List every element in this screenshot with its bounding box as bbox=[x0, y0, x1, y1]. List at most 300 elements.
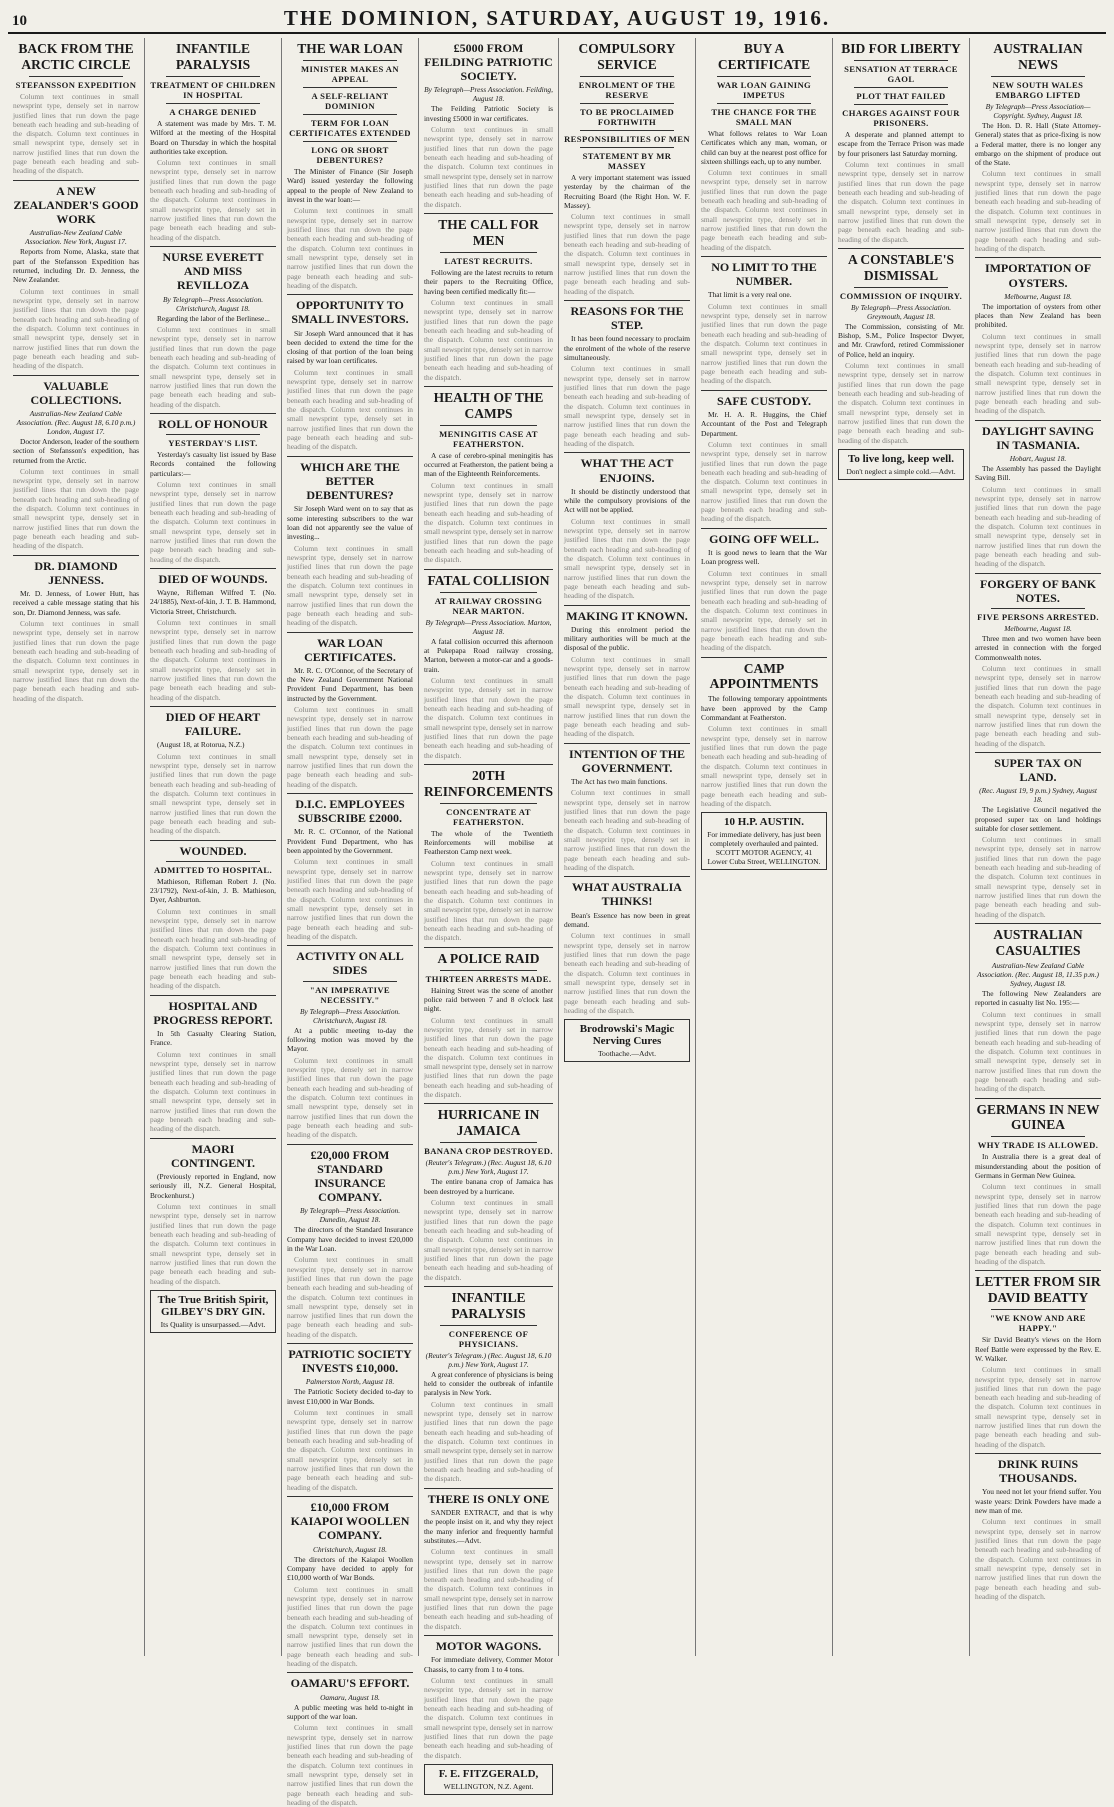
body-text-texture: Column text continues in small newsprint type, densely set in narrow justified lines that run down the page beneath each heading and sub-heading of the dispatch. Column text continues in small newsprint type, densely set in narrow justified lines that run down the page beneath each heading and sub-heading of the dispatch. bbox=[564, 788, 691, 872]
article-divider bbox=[287, 1343, 413, 1344]
article-headline: MAKING IT KNOWN. bbox=[566, 608, 688, 623]
body-text-texture: Column text continues in small newsprint type, densely set in narrow justified lines that run down the page beneath each heading and sub-heading of the dispatch. Column text continues in small newsprint type, densely set in narrow justified lines that run down the page beneath each heading and sub-heading of the dispatch. bbox=[424, 297, 554, 382]
page-number: 10 bbox=[12, 13, 27, 29]
article-headline: AUSTRALIAN CASUALTIES bbox=[993, 927, 1083, 959]
article bbox=[13, 41, 139, 176]
article bbox=[564, 300, 690, 448]
article-body: The directors of the Standard Insurance Company have decided to invest £20,000 in the War Loan. bbox=[287, 1225, 413, 1253]
body-text-texture: Column text continues in small newsprint type, densely set in narrow justified lines that run down the page beneath each heading and sub-heading of the dispatch. Column text continues in small newsprint type, densely set in narrow justified lines that run down the page beneath each heading and sub-heading of the dispatch. bbox=[13, 91, 139, 176]
masthead-title: THE DOMINION, SATURDAY, AUGUST 19, 1916. bbox=[283, 6, 831, 30]
advertisement-text: Don't neglect a simple cold.—Advt. bbox=[846, 466, 956, 476]
article-body: Mr. H. A. R. Huggins, the Chief Accountant of the Post and Telegraph Department. bbox=[701, 409, 828, 438]
body-text-texture: Column text continues in small newsprint type, densely set in narrow justified lines that run down the page beneath each heading and sub-heading of the dispatch. Column text continues in small newsprint type, densely set in narrow justified lines that run down the page beneath each heading and sub-heading of the dispatch. bbox=[424, 675, 554, 760]
article bbox=[564, 605, 690, 739]
article bbox=[975, 257, 1101, 415]
article-body: Yesterday's casualty list issued by Base Records contained the following particulars:— bbox=[150, 450, 276, 478]
article-body: It has been found necessary to proclaim the enrolment of the whole of the reserve simultaneously. bbox=[564, 334, 691, 363]
subhead-rule bbox=[303, 141, 397, 142]
article-headline: D.I.C. EMPLOYEES SUBSCRIBE £2000. bbox=[295, 797, 405, 826]
article-body: Mathieson, Rifleman Robert J. (No. 23/1792), Next-of-kin, J. B. Mathieson, Dyer, Ashburton. bbox=[150, 876, 276, 905]
article-headline: SUPER TAX ON LAND. bbox=[994, 755, 1082, 785]
article-divider bbox=[975, 1098, 1101, 1099]
article bbox=[424, 764, 553, 943]
article-dateline: By Telegraph—Press Association. Feilding, August 18. bbox=[424, 85, 553, 104]
article-body: The following New Zealanders are reported in casualty list No. 195:— bbox=[975, 988, 1102, 1008]
article-body: A statement was made by Mrs. T. M. Wilford at the meeting of the Hospital Board on Thursday in which the hospital authorities take exception. bbox=[150, 118, 276, 156]
article bbox=[287, 1672, 413, 1807]
article-divider bbox=[150, 995, 276, 996]
article-dateline: By Telegraph—Press Association. Christchurch, August 18. bbox=[162, 294, 264, 313]
article-divider bbox=[975, 752, 1101, 753]
article-body: Haining Street was the scene of another police raid between 7 and 8 o'clock last night. bbox=[424, 985, 554, 1014]
article bbox=[287, 1343, 413, 1492]
body-text-texture: Column text continues in small newsprint type, densely set in narrow justified lines that run down the page beneath each heading and sub-heading of the dispatch. Column text continues in small newsprint type, densely set in narrow justified lines that run down the page beneath each heading and sub-heading of the dispatch. bbox=[564, 931, 691, 1015]
article-headline: COMPULSORY SERVICE bbox=[578, 41, 676, 72]
article-dateline: Australian-New Zealand Cable Association. (Rec. August 18, 6.10 p.m.) London, August 17. bbox=[16, 408, 136, 436]
subhead-rule bbox=[303, 114, 397, 115]
article-body: Bean's Essence has now been in great demand. bbox=[564, 910, 691, 929]
article-headline: DR. DIAMOND JENNESS. bbox=[34, 558, 118, 587]
article bbox=[287, 632, 413, 790]
article bbox=[287, 456, 413, 628]
body-text-texture: Column text continues in small newsprint type, densely set in narrow justified lines that run down the page beneath each heading and sub-heading of the dispatch. Column text continues in small newsprint type, densely set in narrow justified lines that run down the page beneath each heading and sub-heading of the dispatch. bbox=[287, 543, 413, 628]
body-text-texture: Column text continues in small newsprint type, densely set in narrow justified lines that run down the page beneath each heading and sub-heading of the dispatch. Column text continues in small newsprint type, densely set in narrow justified lines that run down the page beneath each heading and sub-heading of the dispatch. bbox=[838, 361, 965, 445]
article-subhead: AT RAILWAY CROSSING NEAR MARTON. bbox=[434, 595, 543, 616]
article-headline: DRINK RUINS THOUSANDS. bbox=[997, 1457, 1079, 1486]
article-body: Mr. R. C. O'Connor, of the Secretary of the New Zealand Government National Provident Fund Department, has been instructed by the Government. bbox=[287, 665, 413, 703]
body-text-texture: Column text continues in small newsprint type, densely set in narrow justified lines that run down the page beneath each heading and sub-heading of the dispatch. Column text continues in small newsprint type, densely set in narrow justified lines that run down the page beneath each heading and sub-heading of the dispatch. bbox=[424, 1399, 554, 1484]
article-divider bbox=[424, 569, 553, 570]
advertisement-text: Toothache.—Advt. bbox=[597, 1049, 657, 1059]
article-body: In 5th Casualty Clearing Station, France. bbox=[150, 1029, 276, 1048]
article-divider bbox=[975, 1270, 1101, 1271]
subhead-rule bbox=[854, 104, 948, 105]
article-headline: WHAT THE ACT ENJOINS. bbox=[580, 456, 674, 485]
article-headline: £10,000 FROM KAIAPOI WOOLLEN COMPANY. bbox=[290, 1500, 410, 1543]
body-text-texture: Column text continues in small newsprint type, densely set in narrow justified lines that run down the page beneath each heading and sub-heading of the dispatch. Column text continues in small newsprint type, densely set in narrow justified lines that run down the page beneath each heading and sub-heading of the dispatch. bbox=[701, 168, 828, 252]
subhead-rule bbox=[303, 981, 397, 982]
article-headline: ROLL OF HONOUR bbox=[158, 416, 268, 431]
masthead bbox=[8, 6, 1106, 34]
article-body: The directors of the Kaiapoi Woollen Company have decided to apply for £10,000 worth of War Bonds. bbox=[287, 1554, 413, 1583]
article-headline: HEALTH OF THE CAMPS bbox=[433, 389, 544, 421]
column-container bbox=[8, 38, 1106, 1807]
subhead-rule bbox=[440, 425, 537, 426]
article-subhead: ENROLMENT OF THE RESERVE bbox=[578, 79, 676, 100]
article-subhead: TREATMENT OF CHILDREN IN HOSPITAL bbox=[150, 79, 276, 100]
advertisement bbox=[150, 1290, 276, 1333]
body-text-texture: Column text continues in small newsprint type, densely set in narrow justified lines that run down the page beneath each heading and sub-heading of the dispatch. Column text continues in small newsprint type, densely set in narrow justified lines that run down the page beneath each heading and sub-heading of the dispatch. bbox=[287, 367, 413, 452]
article-divider bbox=[975, 257, 1101, 258]
article-body: Following are the latest recruits to return their papers to the Recruiting Office, having been certified medically fit:— bbox=[424, 267, 554, 296]
article-dateline: (Reuter's Telegram.) (Rec. August 18, 6.10 p.m.) New York, August 17. bbox=[425, 1350, 552, 1369]
column-8 bbox=[970, 38, 1106, 1656]
article-body: The Hon. D. R. Hall (State Attorney-General) states that as price-fixing is now a Federal matter, there is no longer any embargo on the shipment of produce out of the State. bbox=[975, 120, 1102, 168]
body-text-texture: Column text continues in small newsprint type, densely set in narrow justified lines that run down the page beneath each heading and sub-heading of the dispatch. Column text continues in small newsprint type, densely set in narrow justified lines that run down the page beneath each heading and sub-heading of the dispatch. bbox=[975, 331, 1102, 416]
article-body: Doctor Anderson, leader of the southern section of Stefansson's expedition, has returned from the Arctic. bbox=[13, 436, 139, 465]
article-headline: VALUABLE COLLECTIONS. bbox=[30, 378, 122, 407]
advertisement-text: For immediate delivery, has just been completely overhauled and painted. SCOTT MOTOR AGENCY, 41 Lower Cuba Street, WELLINGTON. bbox=[707, 830, 821, 867]
article-body: The entire banana crop of Jamaica has been destroyed by a hurricane. bbox=[424, 1177, 554, 1196]
article-headline: DAYLIGHT SAVING IN TASMANIA. bbox=[981, 423, 1095, 452]
article-dateline: Oamaru, August 18. bbox=[320, 1692, 380, 1702]
article bbox=[424, 1103, 553, 1281]
advertisement-title: The True British Spirit, GILBEY'S DRY GIN. bbox=[157, 1293, 269, 1318]
article bbox=[424, 947, 553, 1100]
body-text-texture: Column text continues in small newsprint type, densely set in narrow justified lines that run down the page beneath each heading and sub-heading of the dispatch. Column text continues in small newsprint type, densely set in narrow justified lines that run down the page beneath each heading and sub-heading of the dispatch. bbox=[701, 439, 828, 524]
subhead-rule bbox=[166, 76, 260, 77]
article bbox=[701, 41, 827, 252]
article-dateline: Australian-New Zealand Cable Association. (Rec. August 18, 11.35 p.m.) Sydney, August 18. bbox=[977, 960, 1099, 988]
article-headline: THE CALL FOR MEN bbox=[438, 217, 539, 248]
article bbox=[150, 840, 276, 991]
article-headline: A POLICE RAID bbox=[437, 950, 540, 966]
subhead-rule bbox=[717, 76, 811, 77]
article bbox=[975, 1453, 1101, 1601]
subhead-rule bbox=[303, 60, 397, 61]
article-headline: FATAL COLLISION bbox=[427, 572, 550, 588]
article-subhead: THIRTEEN ARRESTS MADE. bbox=[425, 973, 552, 984]
article-headline: £20,000 FROM STANDARD INSURANCE COMPANY. bbox=[310, 1147, 390, 1205]
article-divider bbox=[564, 300, 690, 301]
article-divider bbox=[564, 605, 690, 606]
body-text-texture: Column text continues in small newsprint type, densely set in narrow justified lines that run down the page beneath each heading and sub-heading of the dispatch. Column text continues in small newsprint type, densely set in narrow justified lines that run down the page beneath each heading and sub-heading of the dispatch. bbox=[287, 705, 413, 789]
article-body: It is good news to learn that the War Loan progress well. bbox=[701, 547, 828, 567]
body-text-texture: Column text continues in small newsprint type, densely set in narrow justified lines that run down the page beneath each heading and sub-heading of the dispatch. Column text continues in small newsprint type, densely set in narrow justified lines that run down the page beneath each heading and sub-heading of the dispatch. bbox=[564, 364, 691, 449]
body-text-texture: Column text continues in small newsprint type, densely set in narrow justified lines that run down the page beneath each heading and sub-heading of the dispatch. Column text continues in small newsprint type, densely set in narrow justified lines that run down the page beneath each heading and sub-heading of the dispatch. bbox=[975, 835, 1102, 919]
body-text-texture: Column text continues in small newsprint type, densely set in narrow justified lines that run down the page beneath each heading and sub-heading of the dispatch. Column text continues in small newsprint type, densely set in narrow justified lines that run down the page beneath each heading and sub-heading of the dispatch. bbox=[701, 301, 828, 386]
article-divider bbox=[564, 452, 690, 453]
article-divider bbox=[287, 456, 413, 457]
article-divider bbox=[287, 294, 413, 295]
article-divider bbox=[564, 876, 690, 877]
article-dateline: Palmerston North, August 18. bbox=[305, 1377, 395, 1387]
article-headline: INFANTILE PARALYSIS bbox=[451, 1289, 526, 1321]
subhead-rule bbox=[166, 103, 260, 104]
article bbox=[701, 657, 827, 809]
body-text-texture: Column text continues in small newsprint type, densely set in narrow justified lines that run down the page beneath each heading and sub-heading of the dispatch. Column text continues in small newsprint type, densely set in narrow justified lines that run down the page beneath each heading and sub-heading of the dispatch. bbox=[150, 158, 276, 242]
subhead-rule bbox=[580, 130, 674, 131]
article-divider bbox=[701, 528, 827, 529]
article-body: A fatal collision occurred this afternoon at Pukepapa Road railway crossing, Marton, between a motor-car and a goods-train. bbox=[424, 636, 554, 674]
article bbox=[424, 1286, 553, 1484]
article-divider bbox=[701, 390, 827, 391]
body-text-texture: Column text continues in small newsprint type, densely set in narrow justified lines that run down the page beneath each heading and sub-heading of the dispatch. Column text continues in small newsprint type, densely set in narrow justified lines that run down the page beneath each heading and sub-heading of the dispatch. bbox=[975, 1365, 1102, 1449]
article-body: A case of cerebro-spinal meningitis has occurred at Featherston, the patient being a man of the Eighteenth Reinforcements. bbox=[424, 450, 554, 479]
advertisement-text: WELLINGTON, N.Z. Agent. bbox=[443, 1781, 534, 1791]
article bbox=[975, 41, 1101, 253]
article-headline: £5000 FROM FEILDING PATRIOTIC SOCIETY. bbox=[424, 41, 553, 84]
article-body: It should be distinctly understood that while the compulsory provisions of the Act will not be applied. bbox=[564, 486, 691, 515]
article bbox=[564, 452, 690, 600]
article-headline: GOING OFF WELL. bbox=[709, 531, 819, 546]
article bbox=[701, 390, 827, 524]
article-subhead: "AN IMPERATIVE NECESSITY." bbox=[309, 984, 391, 1005]
body-text-texture: Column text continues in small newsprint type, densely set in narrow justified lines that run down the page beneath each heading and sub-heading of the dispatch. Column text continues in small newsprint type, densely set in narrow justified lines that run down the page beneath each heading and sub-heading of the dispatch. bbox=[564, 654, 691, 739]
article-subhead: FIVE PERSONS ARRESTED. bbox=[977, 611, 1099, 622]
article-body: During this enrolment period the military authorities will be much at the disposal of the public. bbox=[564, 624, 691, 653]
subhead-rule bbox=[440, 970, 537, 971]
column-7 bbox=[833, 38, 970, 1656]
article-headline: WHAT AUSTRALIA THINKS! bbox=[572, 880, 682, 909]
article bbox=[287, 41, 413, 290]
advertisement bbox=[424, 1764, 553, 1795]
article bbox=[975, 573, 1101, 748]
article-subhead: LONG OR SHORT DEBENTURES? bbox=[311, 144, 389, 165]
article-divider bbox=[424, 1103, 553, 1104]
article-subhead: CHARGES AGAINST FOUR PRISONERS. bbox=[842, 107, 960, 128]
article-body: You need not let your friend suffer. You waste years: Drink Powders have made a new man of me. bbox=[975, 1487, 1102, 1516]
body-text-texture: Column text continues in small newsprint type, densely set in narrow justified lines that run down the page beneath each heading and sub-heading of the dispatch. Column text continues in small newsprint type, densely set in narrow justified lines that run down the page beneath each heading and sub-heading of the dispatch. bbox=[975, 169, 1102, 254]
body-text-texture: Column text continues in small newsprint type, densely set in narrow justified lines that run down the page beneath each heading and sub-heading of the dispatch. Column text continues in small newsprint type, densely set in narrow justified lines that run down the page beneath each heading and sub-heading of the dispatch. bbox=[287, 1055, 413, 1140]
article-body: What follows relates to War Loan Certificates which any man, woman, or child can buy at the nearest post office for sixteen shillings each, up to any number. bbox=[701, 128, 828, 166]
column-5 bbox=[559, 38, 696, 1656]
column-1 bbox=[8, 38, 145, 1656]
article-headline: INFANTILE PARALYSIS bbox=[175, 41, 251, 72]
article-body: (August 18, at Rotorua, N.Z.) bbox=[157, 740, 245, 750]
article-headline: A CONSTABLE'S DISMISSAL bbox=[848, 251, 954, 283]
advertisement-title: To live long, keep well. bbox=[848, 452, 954, 465]
article-headline: BUY A CERTIFICATE bbox=[717, 41, 811, 72]
article-divider bbox=[701, 657, 827, 658]
article bbox=[975, 1270, 1101, 1449]
article-body: SANDER EXTRACT, and that is why the people insist on it, and why they reject the many inferior and frequently harmful substitutes.—Advt. bbox=[424, 1507, 554, 1545]
body-text-texture: Column text continues in small newsprint type, densely set in narrow justified lines that run down the page beneath each heading and sub-heading of the dispatch. Column text continues in small newsprint type, densely set in narrow justified lines that run down the page beneath each heading and sub-heading of the dispatch. bbox=[424, 125, 554, 209]
body-text-texture: Column text continues in small newsprint type, densely set in narrow justified lines that run down the page beneath each heading and sub-heading of the dispatch. Column text continues in small newsprint type, densely set in narrow justified lines that run down the page beneath each heading and sub-heading of the dispatch. bbox=[424, 480, 554, 565]
article-headline: NURSE EVERETT AND MISS REVILLOZA bbox=[162, 250, 264, 293]
subhead-rule bbox=[440, 592, 537, 593]
article-body: Wayne, Rifleman Wilfred T. (No. 24/1885), Next-of-kin, J. T. B. Hammond, Victoria Street, Christchurch. bbox=[150, 588, 276, 616]
article bbox=[975, 923, 1101, 1093]
article-divider bbox=[424, 1286, 553, 1287]
advertisement bbox=[701, 812, 827, 870]
article-body: Mr. R. C. O'Connor, of the National Provident Fund Department, who has been appointed by the Government. bbox=[287, 827, 413, 856]
article-subhead: TO BE PROCLAIMED FORTHWITH bbox=[579, 106, 675, 127]
article-divider bbox=[287, 1144, 413, 1145]
article bbox=[424, 41, 553, 209]
body-text-texture: Column text continues in small newsprint type, densely set in narrow justified lines that run down the page beneath each heading and sub-heading of the dispatch. Column text continues in small newsprint type, densely set in narrow justified lines that run down the page beneath each heading and sub-heading of the dispatch. bbox=[287, 1255, 413, 1339]
article-body: The Assembly has passed the Daylight Saving Bill. bbox=[975, 464, 1102, 483]
article-body: At a public meeting to-day the following motion was moved by the Mayor. bbox=[287, 1025, 413, 1054]
article-subhead: THE CHANCE FOR THE SMALL MAN bbox=[711, 106, 817, 127]
body-text-texture: Column text continues in small newsprint type, densely set in narrow justified lines that run down the page beneath each heading and sub-heading of the dispatch. Column text continues in small newsprint type, densely set in narrow justified lines that run down the page beneath each heading and sub-heading of the dispatch. bbox=[150, 906, 276, 991]
article-divider bbox=[13, 375, 139, 376]
article-headline: GERMANS IN NEW GUINEA bbox=[976, 1101, 1100, 1133]
article-body: A very important statement was issued yesterday by the chairman of the Recruiting Board (the Right Hon. W. F. Massey). bbox=[564, 172, 691, 210]
body-text-texture: Column text continues in small newsprint type, densely set in narrow justified lines that run down the page beneath each heading and sub-heading of the dispatch. Column text continues in small newsprint type, densely set in narrow justified lines that run down the page beneath each heading and sub-heading of the dispatch. bbox=[150, 618, 276, 702]
article-divider bbox=[424, 213, 553, 214]
body-text-texture: Column text continues in small newsprint type, densely set in narrow justified lines that run down the page beneath each heading and sub-heading of the dispatch. Column text continues in small newsprint type, densely set in narrow justified lines that run down the page beneath each heading and sub-heading of the dispatch. bbox=[287, 1723, 413, 1807]
article bbox=[564, 876, 690, 1015]
article-subhead: STATEMENT BY MR MASSEY bbox=[582, 150, 672, 171]
article-divider bbox=[150, 413, 276, 414]
article-headline: HOSPITAL AND PROGRESS REPORT. bbox=[153, 998, 273, 1027]
article bbox=[287, 793, 413, 941]
article-body: The Act has two main functions. bbox=[571, 777, 668, 787]
article-subhead: YESTERDAY'S LIST. bbox=[168, 438, 258, 449]
article bbox=[424, 569, 553, 760]
body-text-texture: Column text continues in small newsprint type, densely set in narrow justified lines that run down the page beneath each heading and sub-heading of the dispatch. Column text continues in small newsprint type, densely set in narrow justified lines that run down the page beneath each heading and sub-heading of the dispatch. bbox=[975, 484, 1102, 569]
article-subhead: MENINGITIS CASE AT FEATHERSTON. bbox=[439, 428, 538, 449]
article-divider bbox=[150, 706, 276, 707]
article-headline: LETTER FROM SIR DAVID BEATTY bbox=[975, 1274, 1101, 1306]
article bbox=[150, 568, 276, 702]
article-headline: REASONS FOR THE STEP. bbox=[570, 304, 684, 333]
article-divider bbox=[838, 248, 964, 249]
article-divider bbox=[424, 1488, 553, 1489]
article-divider bbox=[975, 420, 1101, 421]
article-body: The importation of oysters from other places than New Zealand has been prohibited. bbox=[975, 301, 1102, 330]
article-headline: BID FOR LIBERTY bbox=[841, 41, 961, 56]
article-divider bbox=[424, 764, 553, 765]
article bbox=[150, 413, 276, 564]
article-headline: HURRICANE IN JAMAICA bbox=[437, 1107, 540, 1139]
subhead-rule bbox=[440, 1142, 537, 1143]
article-headline: MAORI CONTINGENT. bbox=[170, 1141, 256, 1170]
article-subhead: CONCENTRATE AT FEATHERSTON. bbox=[446, 806, 531, 827]
body-text-texture: Column text continues in small newsprint type, densely set in narrow justified lines that run down the page beneath each heading and sub-heading of the dispatch. Column text continues in small newsprint type, densely set in narrow justified lines that run down the page beneath each heading and sub-heading of the dispatch. bbox=[13, 466, 139, 551]
article-subhead: STEFANSSON EXPEDITION bbox=[15, 79, 137, 90]
article-headline: THE WAR LOAN bbox=[297, 41, 403, 56]
article bbox=[975, 1098, 1101, 1267]
article-body: Sir Joseph Ward announced that it has been decided to extend the time for the closing of that portion of the loan being raised by war loan certificates. bbox=[287, 328, 413, 366]
column-4 bbox=[419, 38, 559, 1791]
article-dateline: By Telegraph—Press Association. Dunedin, August 18. bbox=[299, 1206, 401, 1225]
article-headline: WHICH ARE THE BETTER DEBENTURES? bbox=[300, 459, 400, 503]
body-text-texture: Column text continues in small newsprint type, densely set in narrow justified lines that run down the page beneath each heading and sub-heading of the dispatch. Column text continues in small newsprint type, densely set in narrow justified lines that run down the page beneath each heading and sub-heading of the dispatch. bbox=[150, 480, 276, 564]
article-body: The following temporary appointments have been approved by the Camp Commandant at Featherston. bbox=[701, 694, 828, 723]
article-dateline: By Telegraph—Press Association. Greymouth, August 18. bbox=[850, 302, 952, 321]
subhead-rule bbox=[580, 103, 674, 104]
article bbox=[975, 420, 1101, 569]
article bbox=[150, 706, 276, 836]
article-body: The Patriotic Society decided to-day to invest £10,000 in War Bonds. bbox=[287, 1387, 413, 1406]
article bbox=[150, 995, 276, 1134]
column-3 bbox=[282, 38, 419, 1807]
article-divider bbox=[287, 945, 413, 946]
article-body: The Legislative Council negatived the proposed super tax on land holdings suitable for closer settlement. bbox=[975, 805, 1102, 833]
article-headline: BACK FROM THE ARCTIC CIRCLE bbox=[18, 41, 134, 72]
advertisement-text: Its Quality is unsurpassed.—Advt. bbox=[160, 1319, 266, 1329]
article-dateline: Australian-New Zealand Cable Association. New York, August 17. bbox=[25, 228, 127, 247]
article bbox=[838, 41, 964, 244]
article bbox=[287, 1144, 413, 1340]
subhead-rule bbox=[991, 1309, 1085, 1310]
article-divider bbox=[424, 1635, 553, 1636]
article-body: The whole of the Twentieth Reinforcements will mobilise at Featherston Camp next week. bbox=[424, 828, 554, 857]
article-body: Three men and two women have been arrested in connection with the forged Commonwealth notes. bbox=[975, 633, 1102, 662]
body-text-texture: Column text continues in small newsprint type, densely set in narrow justified lines that run down the page beneath each heading and sub-heading of the dispatch. Column text continues in small newsprint type, densely set in narrow justified lines that run down the page beneath each heading and sub-heading of the dispatch. bbox=[975, 1182, 1102, 1267]
article-headline: DIED OF WOUNDS. bbox=[158, 571, 268, 586]
article-subhead: MINISTER MAKES AN APPEAL bbox=[300, 63, 399, 84]
article-headline: A NEW ZEALANDER'S GOOD WORK bbox=[13, 183, 139, 227]
column-6 bbox=[696, 38, 833, 1656]
article-divider bbox=[13, 180, 139, 181]
article-body: The Minister of Finance (Sir Joseph Ward) issued yesterday the following appeal to the people of New Zealand to invest in the war loan:— bbox=[287, 166, 413, 204]
body-text-texture: Column text continues in small newsprint type, densely set in narrow justified lines that run down the page beneath each heading and sub-heading of the dispatch. Column text continues in small newsprint type, densely set in narrow justified lines that run down the page beneath each heading and sub-heading of the dispatch. bbox=[150, 751, 276, 836]
subhead-rule bbox=[991, 1136, 1085, 1137]
article-headline: ACTIVITY ON ALL SIDES bbox=[296, 949, 404, 978]
article-subhead: PLOT THAT FAILED bbox=[856, 90, 946, 101]
body-text-texture: Column text continues in small newsprint type, densely set in narrow justified lines that run down the page beneath each heading and sub-heading of the dispatch. Column text continues in small newsprint type, densely set in narrow justified lines that run down the page beneath each heading and sub-heading of the dispatch. bbox=[424, 1675, 554, 1760]
article bbox=[13, 555, 139, 703]
article-headline: OPPORTUNITY TO SMALL INVESTORS. bbox=[291, 298, 409, 327]
article-divider bbox=[701, 256, 827, 257]
article-dateline: By Telegraph—Press Association. Marton, August 18. bbox=[425, 617, 552, 636]
subhead-rule bbox=[854, 287, 948, 288]
article bbox=[975, 752, 1101, 919]
article-divider bbox=[287, 1496, 413, 1497]
body-text-texture: Column text continues in small newsprint type, densely set in narrow justified lines that run down the page beneath each heading and sub-heading of the dispatch. Column text continues in small newsprint type, densely set in narrow justified lines that run down the page beneath each heading and sub-heading of the dispatch. bbox=[838, 159, 965, 244]
article bbox=[150, 246, 276, 409]
subhead-rule bbox=[440, 252, 537, 253]
article-headline: AUSTRALIAN NEWS bbox=[993, 41, 1083, 72]
article bbox=[424, 213, 553, 382]
article-headline: THERE IS ONLY ONE bbox=[427, 1491, 550, 1506]
article-body: A desperate and planned attempt to escape from the Terrace Prison was made by four prisoners last Saturday morning. bbox=[838, 129, 965, 158]
article-subhead: SENSATION AT TERRACE GAOL bbox=[844, 63, 958, 84]
article-subhead: BANANA CROP DESTROYED. bbox=[424, 1146, 553, 1157]
advertisement-title: 10 H.P. AUSTIN. bbox=[724, 816, 804, 829]
article-headline: FORGERY OF BANK NOTES. bbox=[980, 576, 1097, 605]
article-dateline: (Reuter's Telegram.) (Rec. August 18, 6.10 p.m.) New York, August 17. bbox=[425, 1158, 552, 1177]
body-text-texture: Column text continues in small newsprint type, densely set in narrow justified lines that run down the page beneath each heading and sub-heading of the dispatch. Column text continues in small newsprint type, densely set in narrow justified lines that run down the page beneath each heading and sub-heading of the dispatch. bbox=[701, 724, 828, 809]
body-text-texture: Column text continues in small newsprint type, densely set in narrow justified lines that run down the page beneath each heading and sub-heading of the dispatch. Column text continues in small newsprint type, densely set in narrow justified lines that run down the page beneath each heading and sub-heading of the dispatch. bbox=[287, 1408, 413, 1492]
article-subhead: LATEST RECRUITS. bbox=[444, 255, 533, 266]
article bbox=[424, 1635, 553, 1760]
article-headline: MOTOR WAGONS. bbox=[435, 1639, 542, 1654]
body-text-texture: Column text continues in small newsprint type, densely set in narrow justified lines that run down the page beneath each heading and sub-heading of the dispatch. Column text continues in small newsprint type, densely set in narrow justified lines that run down the page beneath each heading and sub-heading of the dispatch. bbox=[424, 1197, 554, 1282]
body-text-texture: Column text continues in small newsprint type, densely set in narrow justified lines that run down the page beneath each heading and sub-heading of the dispatch. Column text continues in small newsprint type, densely set in narrow justified lines that run down the page beneath each heading and sub-heading of the dispatch. bbox=[287, 857, 413, 941]
subhead-rule bbox=[854, 87, 948, 88]
article-subhead: A CHARGE DENIED bbox=[169, 106, 257, 117]
article bbox=[701, 528, 827, 653]
article bbox=[287, 294, 413, 452]
article-body: Regarding the labor of the Berlinese... bbox=[157, 313, 270, 323]
article-dateline: Melbourne, August 18. bbox=[1004, 623, 1072, 633]
article-headline: WAR LOAN CERTIFICATES. bbox=[304, 635, 396, 664]
article-divider bbox=[424, 947, 553, 948]
article-headline: OAMARU'S EFFORT. bbox=[290, 1676, 410, 1691]
subhead-rule bbox=[440, 1325, 537, 1326]
subhead-rule bbox=[991, 76, 1085, 77]
subhead-rule bbox=[303, 87, 397, 88]
article-body: Reports from Nome, Alaska, state that part of the Stefansson Expedition has returned, including Dr. D. Jenness, the New Zealander. bbox=[13, 247, 139, 285]
article-dateline: Hobart, August 18. bbox=[1009, 454, 1067, 463]
article-headline: 20TH REINFORCEMENTS bbox=[424, 767, 554, 799]
article-dateline: Christchurch, August 18. bbox=[313, 1544, 387, 1554]
article bbox=[150, 1138, 276, 1286]
article-body: The Feilding Patriotic Society is investing £5000 in war certificates. bbox=[424, 104, 554, 123]
subhead-rule bbox=[580, 76, 674, 77]
advertisement-title: Brodrowski's Magic Nerving Cures bbox=[579, 1023, 675, 1048]
article-divider bbox=[564, 743, 690, 744]
body-text-texture: Column text continues in small newsprint type, densely set in narrow justified lines that run down the page beneath each heading and sub-heading of the dispatch. Column text continues in small newsprint type, densely set in narrow justified lines that run down the page beneath each heading and sub-heading of the dispatch. bbox=[424, 1547, 554, 1631]
article bbox=[838, 248, 964, 445]
article bbox=[701, 256, 827, 386]
article-dateline: Melbourne, August 18. bbox=[1004, 291, 1072, 301]
article-divider bbox=[150, 568, 276, 569]
article-divider bbox=[150, 246, 276, 247]
body-text-texture: Column text continues in small newsprint type, densely set in narrow justified lines that run down the page beneath each heading and sub-heading of the dispatch. Column text continues in small newsprint type, densely set in narrow justified lines that run down the page beneath each heading and sub-heading of the dispatch. bbox=[13, 286, 139, 371]
body-text-texture: Column text continues in small newsprint type, densely set in narrow justified lines that run down the page beneath each heading and sub-heading of the dispatch. Column text continues in small newsprint type, densely set in narrow justified lines that run down the page beneath each heading and sub-heading of the dispatch. bbox=[701, 568, 828, 653]
article-headline: SAFE CUSTODY. bbox=[717, 393, 812, 408]
article bbox=[13, 375, 139, 551]
subhead-rule bbox=[166, 861, 260, 862]
article-body: A public meeting was held to-night in support of the war loan. bbox=[287, 1702, 413, 1721]
article-subhead: WAR LOAN GAINING IMPETUS bbox=[716, 79, 812, 100]
article-subhead: NEW SOUTH WALES EMBARGO LIFTED bbox=[992, 79, 1084, 100]
